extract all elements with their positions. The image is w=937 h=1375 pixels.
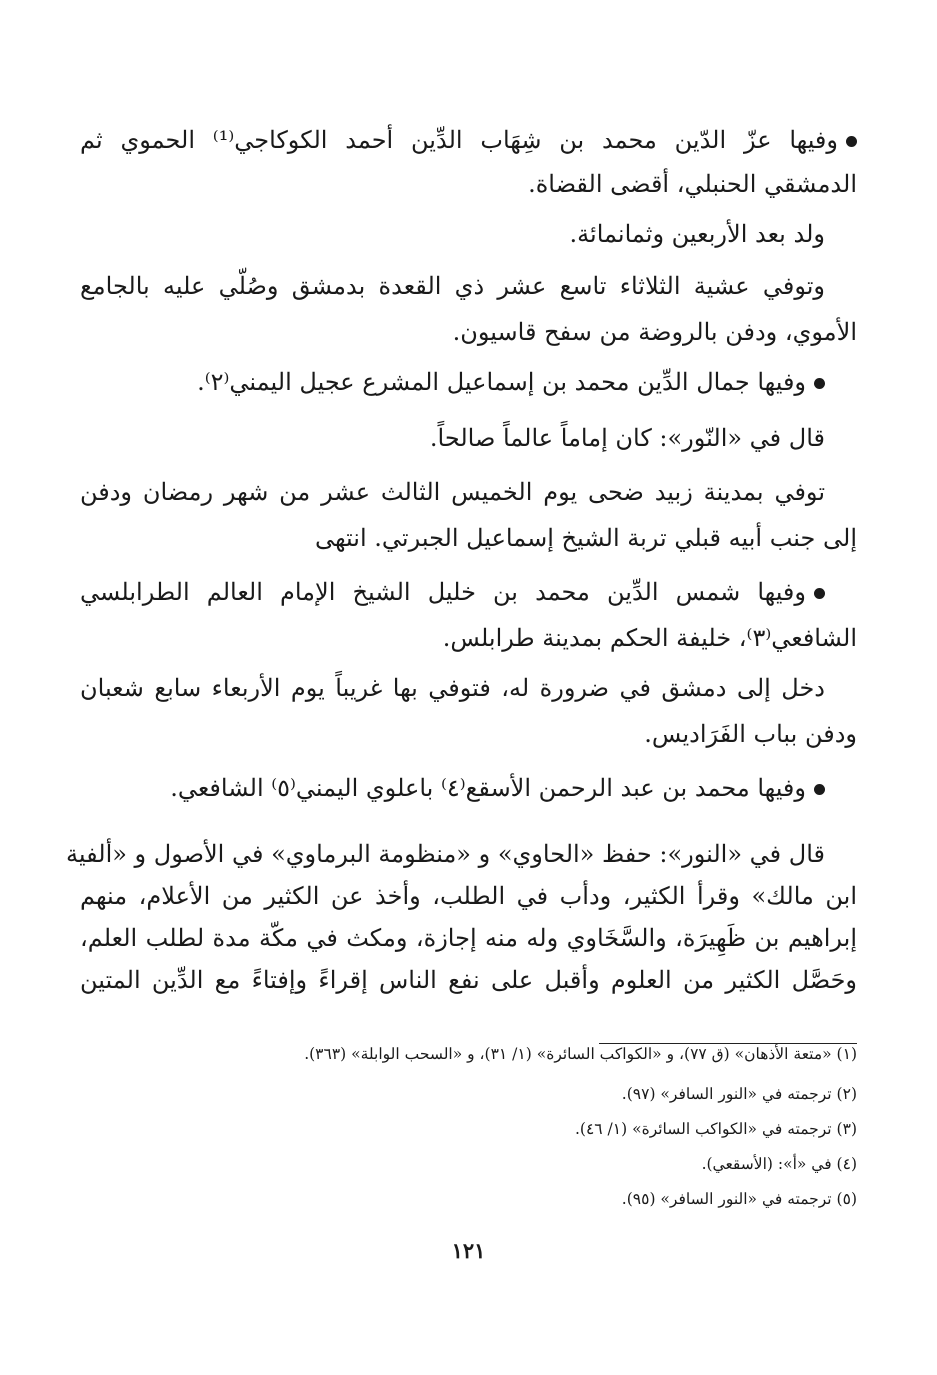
text-line: الأموي، ودفن بالروضة من سفح قاسيون. bbox=[452, 318, 857, 346]
footnote: (٢) ترجمته في «النور السافر» (٩٧). bbox=[621, 1085, 857, 1103]
text-line: إلى جنب أبيه قبلي تربة الشيخ إسماعيل الجبرتي. انتهى bbox=[314, 524, 857, 552]
text-line: ودفن بباب الفَرَاديس. bbox=[644, 720, 857, 748]
footnote: (٥) ترجمته في «النور السافر» (٩٥). bbox=[621, 1190, 857, 1208]
bullet-icon bbox=[846, 136, 857, 147]
text-line: وتوفي عشية الثلاثاء تاسع عشر ذي القعدة بدمشق وصُلّي عليه بالجامع bbox=[80, 272, 825, 300]
text-line: قال في «النور»: حفظ «الحاوي» و «منظومة البرماوي» في الأصول و «ألفية bbox=[66, 840, 825, 868]
text-line: وفيها محمد بن عبد الرحمن الأسقع⁽٤⁾ باعلوي اليمني⁽٥⁾ الشافعي. bbox=[48, 766, 825, 810]
text-line: وفيها شمس الدِّين محمد بن خليل الشيخ الإمام العالم الطرابلسي bbox=[80, 570, 825, 614]
bullet-icon bbox=[814, 378, 825, 389]
text-line: إبراهيم بن ظَهِيرَة، والسَّخَاوي وله منه إجازة، ومكث في مكّة مدة لطلب العلم، bbox=[80, 924, 857, 952]
text-line: ولد بعد الأربعين وثمانمائة. bbox=[569, 220, 825, 248]
footnote: (٤) في «أ»: (الأسقعي). bbox=[701, 1155, 857, 1173]
text-line: وحَصَّل الكثير من العلوم وأقبل على نفع الناس إقراءً وإفتاءً مع الدِّين المتين bbox=[80, 966, 857, 994]
text-line: الشافعي⁽٣⁾، خليفة الحكم بمدينة طرابلس. bbox=[442, 624, 857, 652]
text-line: دخل إلى دمشق في ضرورة له، فتوفي بها غريباً يوم الأربعاء سابع شعبان bbox=[80, 674, 825, 702]
text-line: توفي بمدينة زبيد ضحى يوم الخميس الثالث عشر من شهر رمضان ودفن bbox=[80, 478, 825, 506]
text-line: قال في «النّور»: كان إماماً عالماً صالحاً. bbox=[429, 424, 825, 452]
text-line: ابن مالك» وقرأ الكثير، ودأب في الطلب، وأخذ عن الكثير من الأعلام، منهم bbox=[80, 882, 857, 910]
bullet-icon bbox=[814, 784, 825, 795]
footnote: (١) «متعة الأذهان» (ق ٧٧)، و «الكواكب السائرة» (١/ ٣١)، و «السحب الوابلة» (٣٦٣). bbox=[304, 1045, 857, 1063]
text-line: وفيها عزّ الدّين محمد بن شِهَاب الدِّين أحمد الكوكاجي⁽¹⁾ الحموي ثم bbox=[80, 118, 857, 162]
text-line: وفيها جمال الدِّين محمد بن إسماعيل المشرع عجيل اليمني⁽٢⁾. bbox=[48, 360, 825, 404]
page-number: ١٢١ bbox=[451, 1238, 486, 1263]
footnote: (٣) ترجمته في «الكواكب السائرة» (١/ ٤٦). bbox=[574, 1120, 857, 1138]
bullet-icon bbox=[814, 588, 825, 599]
text-line: الدمشقي الحنبلي، أقضى القضاة. bbox=[528, 170, 857, 198]
